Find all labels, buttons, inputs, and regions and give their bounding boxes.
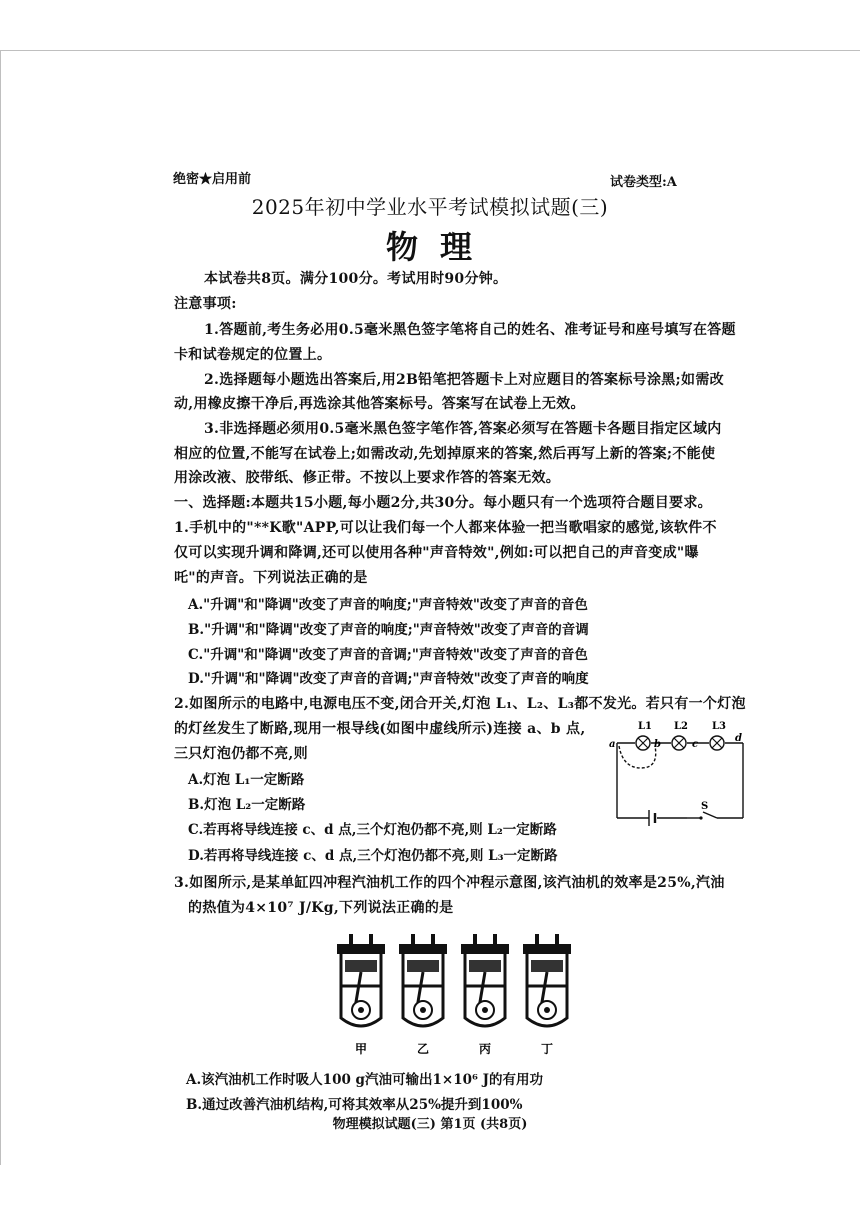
engine-strokes-figure (335, 928, 575, 1060)
q1-option-c: C."升调"和"降调"改变了声音的音调;"声音特效"改变了声音的音色 (188, 647, 588, 663)
q2-stem-line: 三只灯泡仍都不亮,则 (174, 746, 308, 762)
notice-line: 1.答题前,考生务必用0.5毫米黑色签字笔将自己的姓名、准考证号和座号填写在答题 (204, 322, 736, 338)
point-a: a (609, 739, 616, 750)
notice-title: 注意事项: (174, 296, 237, 312)
q1-option-a: A."升调"和"降调"改变了声音的响度;"声音特效"改变了声音的音色 (188, 597, 588, 613)
q1-stem-line: 吒"的声音。下列说法正确的是 (174, 570, 368, 586)
notice-line: 用涂改液、胶带纸、修正带。不按以上要求作答的答案无效。 (174, 470, 561, 486)
q3-option-b: B.通过改善汽油机结构,可将其效率从25%提升到100% (186, 1097, 523, 1113)
q2-option-d: D.若再将导线连接 c、d 点,三个灯泡仍都不亮,则 L₃一定断路 (188, 848, 558, 864)
lamp-l2-icon (672, 736, 686, 750)
q1-option-b: B."升调"和"降调"改变了声音的响度;"声音特效"改变了声音的音调 (188, 622, 589, 638)
q1-option-d: D."升调"和"降调"改变了声音的音调;"声音特效"改变了声音的响度 (188, 671, 589, 687)
paper-type-label: 试卷类型:A (610, 175, 677, 190)
q2-option-a: A.灯泡 L₁一定断路 (188, 772, 305, 788)
lamp-l1-icon (636, 736, 650, 750)
caption-bing: 丙 (479, 1042, 492, 1056)
q2-stem-line: 的灯丝发生了断路,现用一根导线(如图中虚线所示)连接 a、b 点, (174, 721, 586, 737)
q3-stem-line: 的热值为4×10⁷ J/Kg,下列说法正确的是 (188, 900, 454, 916)
subject-title: 物理 (385, 228, 494, 266)
intro-text: 本试卷共8页。满分100分。考试用时90分钟。 (204, 271, 508, 287)
q3-option-a: A.该汽油机工作时吸人100 g汽油可输出1×10⁶ J的有用功 (186, 1072, 543, 1088)
engine-stroke-bing-icon (461, 934, 509, 1026)
q3-stem-line: 3.如图所示,是某单缸四冲程汽油机工作的四个冲程示意图,该汽油机的效率是25%,汽油 (174, 875, 725, 891)
point-c: c (692, 739, 699, 750)
notice-line: 2.选择题每小题选出答案后,用2B铅笔把答题卡上对应题目的答案标号涂黑;如需改 (204, 372, 724, 388)
secret-label: 绝密★启用前 (173, 172, 252, 187)
caption-jia: 甲 (355, 1042, 368, 1056)
engine-stroke-jia-icon (337, 934, 385, 1026)
engine-stroke-ding-icon (523, 934, 571, 1026)
caption-yi: 乙 (417, 1042, 430, 1056)
q2-option-c: C.若再将导线连接 c、d 点,三个灯泡仍都不亮,则 L₂一定断路 (188, 822, 557, 838)
caption-ding: 丁 (541, 1042, 554, 1056)
circuit-diagram (605, 716, 755, 831)
notice-line: 卡和试卷规定的位置上。 (174, 347, 332, 363)
lamp-l3-icon (710, 736, 724, 750)
label-l3: L3 (712, 721, 726, 732)
q2-option-b: B.灯泡 L₂一定断路 (188, 797, 306, 813)
q1-stem-line: 仅可以实现升调和降调,还可以使用各种"声音特效",例如:可以把自己的声音变成"曝 (174, 545, 699, 561)
engine-stroke-yi-icon (399, 934, 447, 1026)
page-footer: 物理模拟试题(三) 第1页 (共8页) (332, 1117, 528, 1132)
exam-title: 2025年初中学业水平考试模拟试题(三) (251, 195, 609, 219)
point-b: b (654, 739, 661, 750)
notice-line: 动,用橡皮擦干净后,再选涂其他答案标号。答案写在试卷上无效。 (174, 396, 585, 412)
label-l1: L1 (638, 721, 652, 732)
notice-line: 3.非选择题必须用0.5毫米黑色签字笔作答,答案必须写在答题卡各题目指定区域内 (204, 421, 722, 437)
section-heading: 一、选择题:本题共15小题,每小题2分,共30分。每小题只有一个选项符合题目要求。 (174, 495, 712, 511)
label-l2: L2 (674, 721, 688, 732)
q1-stem-line: 1.手机中的"**K歌"APP,可以让我们每一个人都来体验一把当歌唱家的感觉,该软件不 (174, 520, 717, 536)
point-d: d (735, 733, 742, 744)
switch-label: S (701, 801, 709, 812)
q2-stem-line: 2.如图所示的电路中,电源电压不变,闭合开关,灯泡 L₁、L₂、L₃都不发光。若只有一个灯泡 (174, 696, 746, 712)
notice-line: 相应的位置,不能写在试卷上;如需改动,先划掉原来的答案,然后再写上新的答案;不能使 (174, 446, 716, 462)
